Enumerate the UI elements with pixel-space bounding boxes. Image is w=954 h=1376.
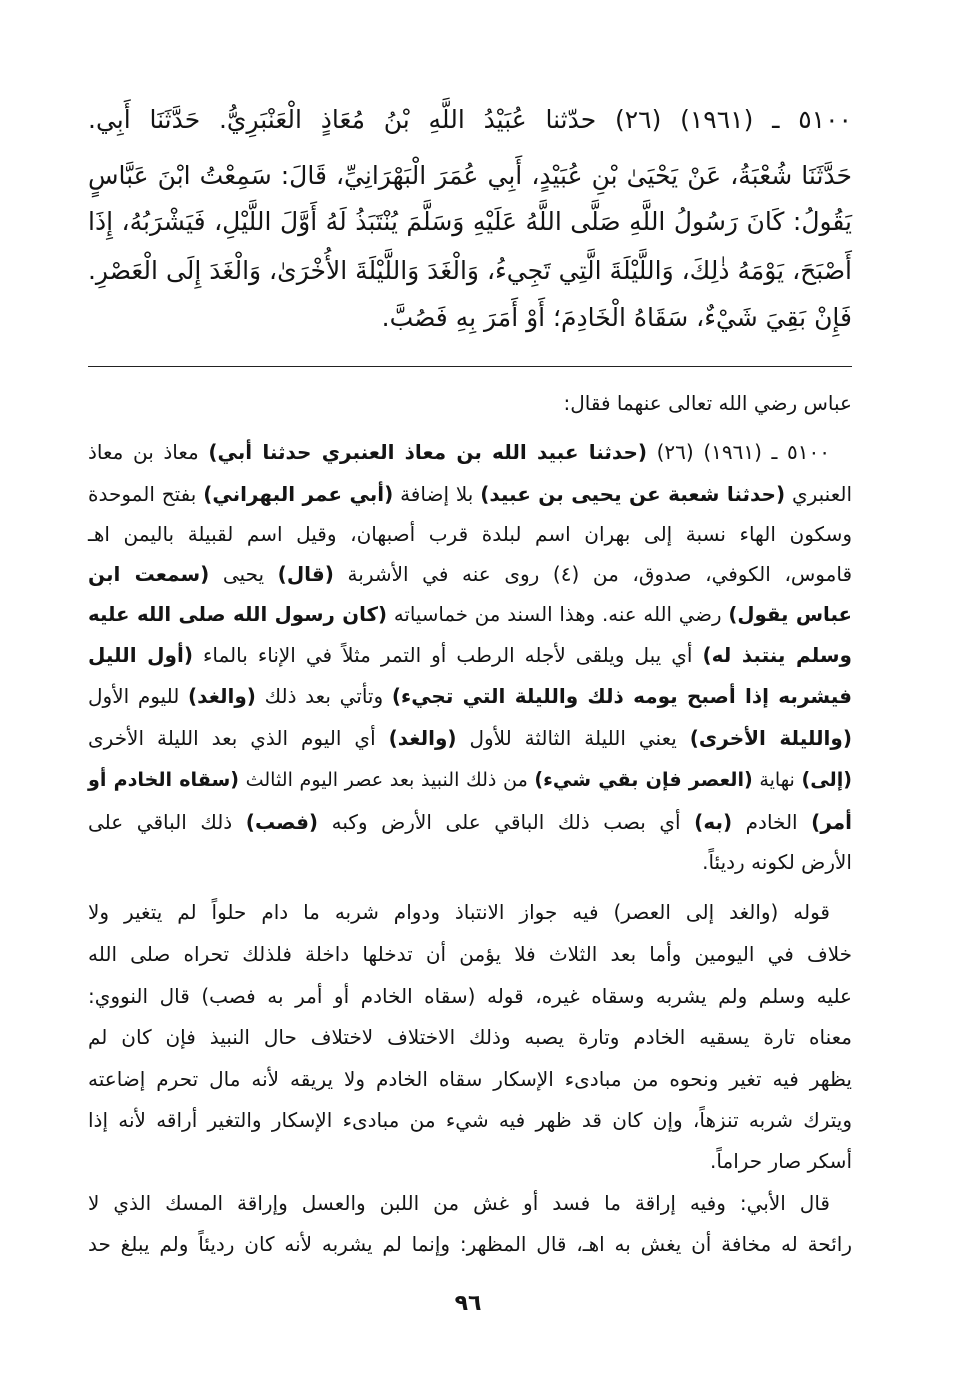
commentary-text-segment: قال الأبي: وفيه إراقة ما فسد أو غش من اللبن والعسل وإراقة المسك الذي لا <box>88 1191 830 1215</box>
bold-hadith-quote: (كان رسول الله صلى الله عليه <box>88 603 387 626</box>
commentary-line <box>88 1141 852 1181</box>
commentary-text-segment: الخادم <box>732 810 812 834</box>
bold-hadith-quote: (العصر فإن بقي شيء) <box>534 768 753 791</box>
commentary-line <box>88 676 852 716</box>
bold-hadith-quote: فيشربه إذا أصبح يومه ذلك والليلة التي تجيء) <box>391 684 852 708</box>
commentary-text-segment: قوله (والغد إلى العصر) فيه جواز الانتباذ ودوام شربه ما دام حلواً لم يتغير ولا <box>88 900 830 924</box>
separator-rule <box>88 366 852 367</box>
commentary-text-segment: ويترك شربه تنزهاً، وإن كان قد ظهر فيه شيء من مبادىء الإسكار والتغير أراقه لأنه إذا <box>88 1108 852 1132</box>
commentary-text-segment: العنبري <box>785 482 853 506</box>
bold-hadith-quote: (به) <box>694 810 733 834</box>
bold-hadith-quote: (والليلة الأخرى) <box>689 726 852 750</box>
commentary-line <box>88 1183 852 1223</box>
commentary-line <box>88 595 852 635</box>
bold-hadith-quote: (إلى) <box>801 768 852 791</box>
hadith-line: حَدَّثَنَا شُعْبَةُ، عَنْ يَحْيَىٰ بْنِ عُبَيْدٍ، أَبِي عُمَرَ الْبَهْرَانِيِّ، قَالَ: سَمِعْتُ ابْنَ عَبَّاسٍ <box>88 161 852 190</box>
commentary-text-segment: ذلك الباقي على <box>88 810 246 834</box>
hadith-line: ٥١٠٠ ـ (١٩٦١) (٢٦) حدّثنا عُبَيْدُ اللَّهِ بْنُ مُعَاذٍ الْعَنْبَرِيُّ. حَدَّثَنَا أَبِي. <box>88 105 852 134</box>
hadith-line: أَصْبَحَ، يَوْمَهُ ذٰلِكَ، وَاللَّيْلَةَ الَّتِي تَجِيءُ، وَالْغَدَ وَاللَّيْلَةَ الأُخْرَىٰ، وَالْغَدَ إِلَى الْعَصْرِ. <box>87 256 852 285</box>
commentary-line <box>88 760 852 800</box>
commentary-line <box>88 554 852 594</box>
bold-hadith-quote: (حدثنا عبيد الله بن معاذ العنبري حدثنا أبي) <box>208 440 647 464</box>
commentary-text-segment: قاموس، الكوفي، صدوق، من (٤) روى عنه في الأشربة <box>333 562 853 586</box>
bold-hadith-quote: (قال) <box>277 562 334 586</box>
page-number: ٩٦ <box>454 1291 482 1316</box>
commentary-text-segment: وتأتي بعد ذلك <box>255 684 392 708</box>
bold-hadith-quote: (والغد) <box>388 726 457 750</box>
commentary-line <box>88 432 852 472</box>
commentary-line <box>88 1100 852 1140</box>
commentary-text-segment: أي بصب ذلك الباقي على الأرض وكبه <box>318 810 695 834</box>
commentary-text-segment: أسكر صار حراماً. <box>710 1149 852 1173</box>
bold-hadith-quote: (أبي عمر البهراني) <box>203 482 394 506</box>
bold-hadith-quote: وسلم ينتبذ له) <box>702 643 852 667</box>
bold-hadith-quote: أمر) <box>811 810 852 834</box>
commentary-line <box>88 1017 852 1057</box>
commentary-line <box>88 514 852 554</box>
commentary-text-segment: عباس رضي الله تعالى عنهما فقال: <box>563 391 852 415</box>
commentary-text-segment: معناه تارة يسقيه الخادم وتارة يصبه وذلك الاختلاف لاختلاف حال النبيذ فإن كان لم <box>88 1025 852 1049</box>
commentary-text-segment: بفتح الموحدة <box>88 482 204 506</box>
commentary-line <box>88 802 852 842</box>
commentary-line <box>88 976 852 1016</box>
commentary-text-segment: يحيى <box>209 562 278 586</box>
commentary-line <box>88 934 852 974</box>
bold-hadith-quote: (سقاه الخادم أو <box>88 768 239 791</box>
commentary-line <box>88 383 852 423</box>
commentary-text-segment: خلاف في اليومين وأما بعد الثلاث فلا يؤمن أن تدخلها داخلة فلذلك تحراه صلى الله <box>88 942 852 966</box>
bold-hadith-quote: (حدثنا شعبة عن يحيى بن عبيد) <box>480 482 786 506</box>
commentary-text-segment: من ذلك النبيذ بعد عصر اليوم الثالث <box>239 768 535 791</box>
commentary-text-segment: ٥١٠٠ ـ (١٩٦١) (٢٦) <box>647 440 830 464</box>
commentary-text-segment: أي اليوم الذي بعد الليلة الأخرى <box>88 726 389 750</box>
commentary-line <box>88 1224 852 1264</box>
bold-hadith-quote: (فصب) <box>245 810 319 834</box>
bold-hadith-quote: عباس يقول) <box>728 603 852 626</box>
commentary-line <box>88 1059 852 1099</box>
commentary-text-segment: رائحة له مخافة أن يغش به اهـ، قال المظهر: وإنما لم يشربه لأنه كان رديئاً ولم يبلغ حد <box>88 1232 852 1256</box>
commentary-text-segment: يظهر فيه تغير ونحوه من مبادىء الإسكار سقاه الخادم ولا يريقه لأنه مال تحرم إضاعته <box>88 1067 852 1091</box>
bold-hadith-quote: (سمعت ابن <box>88 562 210 586</box>
bold-hadith-quote: (والغد) <box>188 684 256 708</box>
commentary-line <box>88 842 852 882</box>
commentary-text-segment: معاذ بن معاذ <box>88 440 209 464</box>
commentary-line <box>88 718 852 758</box>
commentary-line <box>88 892 852 932</box>
commentary-text-segment: بلا إضافة <box>393 482 481 506</box>
commentary-text-segment: نهاية <box>752 768 802 791</box>
bold-hadith-quote: (أول الليل <box>88 643 193 667</box>
commentary-text-segment: يعني الليلة الثالثة للأول <box>456 726 690 750</box>
commentary-text-segment: رضي الله عنه. وهذا السند من خماسياته <box>387 603 729 626</box>
commentary-text-segment: عليه وسلم ولم يشربه وسقاه غيره، قوله (سقاه الخادم أو أمر به فصب) قال النووي: <box>88 984 852 1008</box>
hadith-line: فَإِنْ بَقِيَ شَيْءٌ، سَقَاهُ الْخَادِمَ؛ أَوْ أَمَرَ بِهِ فَصُبَّ. <box>381 303 852 332</box>
hadith-line: يَقُولُ: كَانَ رَسُولُ اللَّهِ صَلَّى اللَّهُ عَلَيْهِ وَسَلَّمَ يُنْتَبَذُ لَهُ أَوَّلَ اللَّيْلِ، فَيَشْرَبُهُ، إِذَا <box>88 207 852 236</box>
commentary-text-segment: لليوم الأول <box>88 684 189 708</box>
commentary-text-segment: أي يبل ويلقى لأجله الرطب أو التمر مثلاً في الإناء بالماء <box>192 643 703 667</box>
commentary-line <box>88 635 852 675</box>
commentary-line <box>88 474 852 514</box>
commentary-text-segment: الأرض لكونه رديئاً. <box>702 850 852 874</box>
commentary-text-segment: وسكون الهاء نسبة إلى بهران اسم لبلدة قرب أصبهان، وقيل اسم لقبيلة باليمن اهـ <box>88 522 852 546</box>
